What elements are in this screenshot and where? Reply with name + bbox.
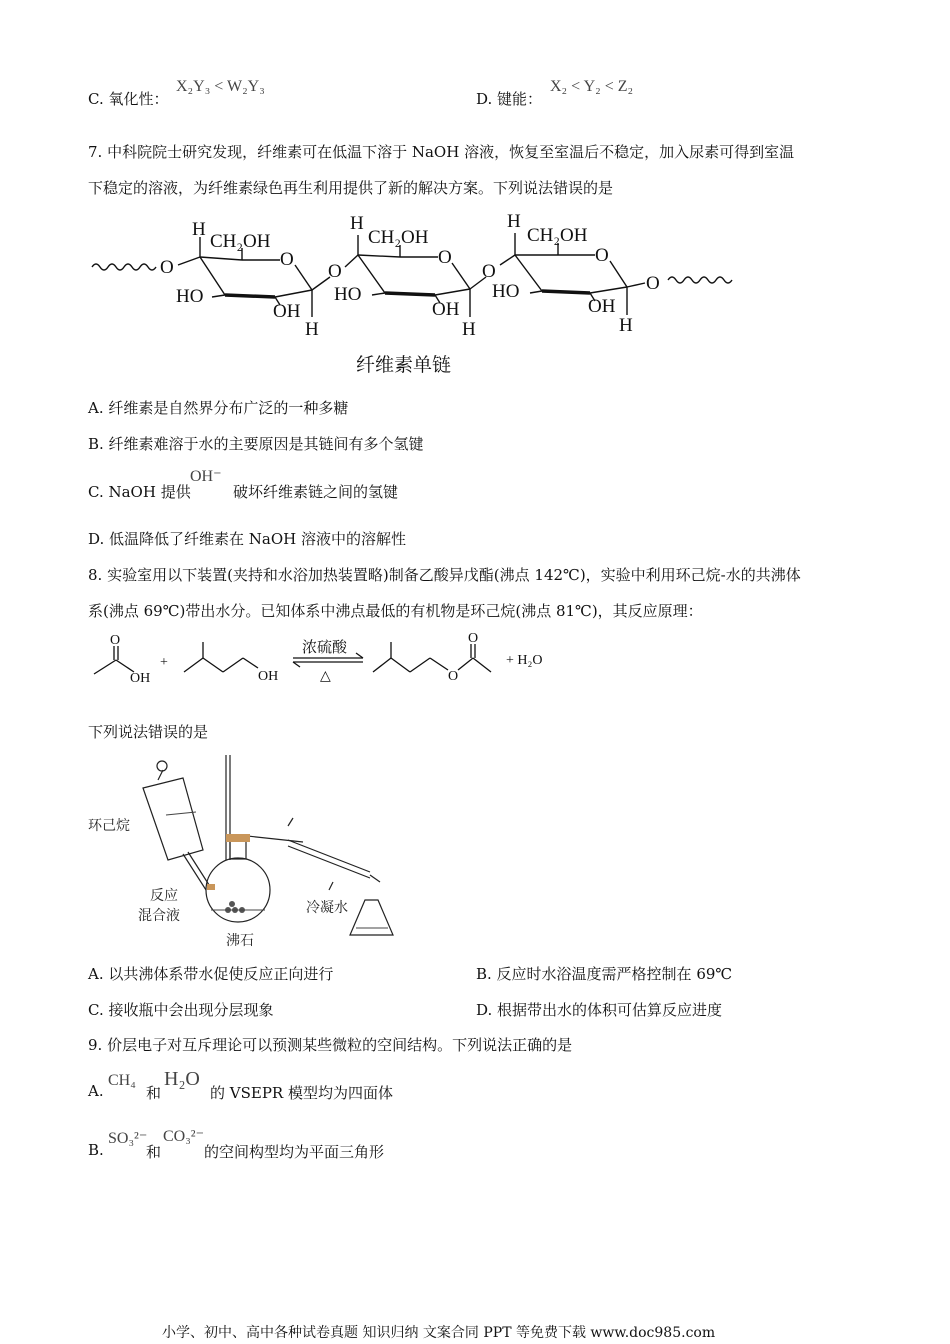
label-reaction-mixture-2: 混合液 [138, 909, 180, 924]
struct-label-ho: HO [334, 284, 362, 305]
struct-label-ring-o: O [280, 249, 294, 270]
page-footer: 小学、初中、高中各种试卷真题 知识归纳 文案合同 PPT 等免费下载 www.doc985.com [162, 1325, 716, 1341]
reaction-label-oh: OH [130, 671, 151, 686]
reaction-catalyst: 浓硫酸 [302, 638, 348, 656]
struct-label-o: O [646, 273, 660, 294]
reaction-label-o: O [448, 669, 459, 684]
cellulose-figure-caption: 纤维素单链 [356, 354, 452, 376]
struct-label-ho: HO [492, 281, 520, 302]
q6-option-d: D. 键能： [476, 90, 543, 108]
q7-stem-line1: 7. 中科院院士研究发现，纤维素可在低温下溶于 NaOH 溶液，恢复至室温后不稳定，加入尿素可得到室温 [88, 143, 795, 161]
struct-label-h: H [507, 211, 521, 232]
esterification-reaction [88, 628, 568, 692]
struct-label-h: H [619, 315, 633, 336]
label-cold-water: 冷凝水 [306, 901, 348, 916]
struct-label-oh: OH [432, 299, 460, 320]
q9-option-b-mid: 和 [146, 1143, 162, 1161]
q8-stem-line2: 系(沸点 69℃)带出水分。已知体系中沸点最低的有机物是环己烷(沸点 81℃)，其反应原理： [88, 602, 703, 620]
cellulose-structure-figure [90, 205, 740, 340]
reaction-water: + H₂O [506, 653, 543, 668]
q7-option-c-suffix: 破坏纤维素链之间的氢键 [233, 483, 399, 501]
q8-option-c: C. 接收瓶中会出现分层现象 [88, 1001, 274, 1019]
struct-label-ch2oh: CH₂OH [368, 227, 429, 248]
label-cyclohexane: 环己烷 [88, 819, 130, 834]
struct-label-h: H [305, 319, 319, 340]
q8-option-b: B. 反应时水浴温度需严格控制在 69℃ [476, 965, 733, 983]
struct-label-o: O [160, 257, 174, 278]
q8-stem-line1: 8. 实验室用以下装置(夹持和水浴加热装置略)制备乙酸异戊酯(沸点 142℃)，实验中利用环己烷-水的共沸体 [88, 566, 801, 584]
q8-option-d: D. 根据带出水的体积可估算反应进度 [476, 1001, 723, 1019]
q9-option-a: A. [88, 1082, 104, 1100]
q9-option-b-suffix: 的空间构型均为平面三角形 [204, 1143, 385, 1161]
q8-sub-stem: 下列说法错误的是 [88, 723, 209, 741]
q7-option-c-formula: OH⁻ [190, 468, 222, 485]
struct-label-h: H [350, 213, 364, 234]
q9-option-a-f2: H₂O [164, 1068, 200, 1090]
q9-option-a-f1: CH₄ [108, 1072, 136, 1089]
label-reaction-mixture-1: 反应 [150, 889, 178, 904]
struct-label-ring-o: O [595, 245, 609, 266]
reaction-label-oh: OH [258, 669, 279, 684]
reaction-label-o: O [468, 631, 479, 646]
q9-option-a-mid: 和 [146, 1084, 162, 1102]
struct-label-ring-o: O [438, 247, 452, 268]
struct-label-o: O [482, 261, 496, 282]
struct-label-h: H [462, 319, 476, 340]
q7-option-d: D. 低温降低了纤维素在 NaOH 溶液中的溶解性 [88, 530, 407, 548]
q7-option-a: A. 纤维素是自然界分布广泛的一种多糖 [88, 399, 349, 417]
q9-option-b: B. [88, 1141, 104, 1159]
struct-label-ch2oh: CH₂OH [210, 231, 271, 252]
reflux-apparatus-figure [88, 750, 398, 950]
q8-option-a: A. 以共沸体系带水促使反应正向进行 [88, 965, 334, 983]
struct-label-o: O [328, 261, 342, 282]
reaction-plus: + [160, 655, 168, 670]
q7-option-b: B. 纤维素难溶于水的主要原因是其链间有多个氢键 [88, 435, 424, 453]
struct-label-ch2oh: CH₂OH [527, 225, 588, 246]
q9-stem: 9. 价层电子对互斥理论可以预测某些微粒的空间结构。下列说法正确的是 [88, 1036, 573, 1054]
q6-option-d-formula: X₂ < Y₂ < Z₂ [550, 78, 634, 95]
q9-option-b-f2: CO₃²⁻ [163, 1128, 205, 1145]
q7-option-c-prefix: C. NaOH 提供 [88, 483, 191, 501]
struct-label-h: H [192, 219, 206, 240]
reaction-heat: △ [320, 669, 331, 684]
q6-option-c: C. 氧化性： [88, 90, 169, 108]
q7-stem-line2: 下稳定的溶液，为纤维素绿色再生利用提供了新的解决方案。下列说法错误的是 [88, 179, 614, 197]
struct-label-oh: OH [273, 301, 301, 322]
struct-label-ho: HO [176, 286, 204, 307]
q9-option-a-suffix: 的 VSEPR 模型均为四面体 [210, 1084, 393, 1102]
q6-option-c-formula: X₂Y₃ < W₂Y₃ [176, 78, 265, 95]
q9-option-b-f1: SO₃²⁻ [108, 1130, 148, 1147]
label-boiling-chip: 沸石 [226, 934, 254, 949]
reaction-label-o: O [110, 633, 121, 648]
struct-label-oh: OH [588, 296, 616, 317]
